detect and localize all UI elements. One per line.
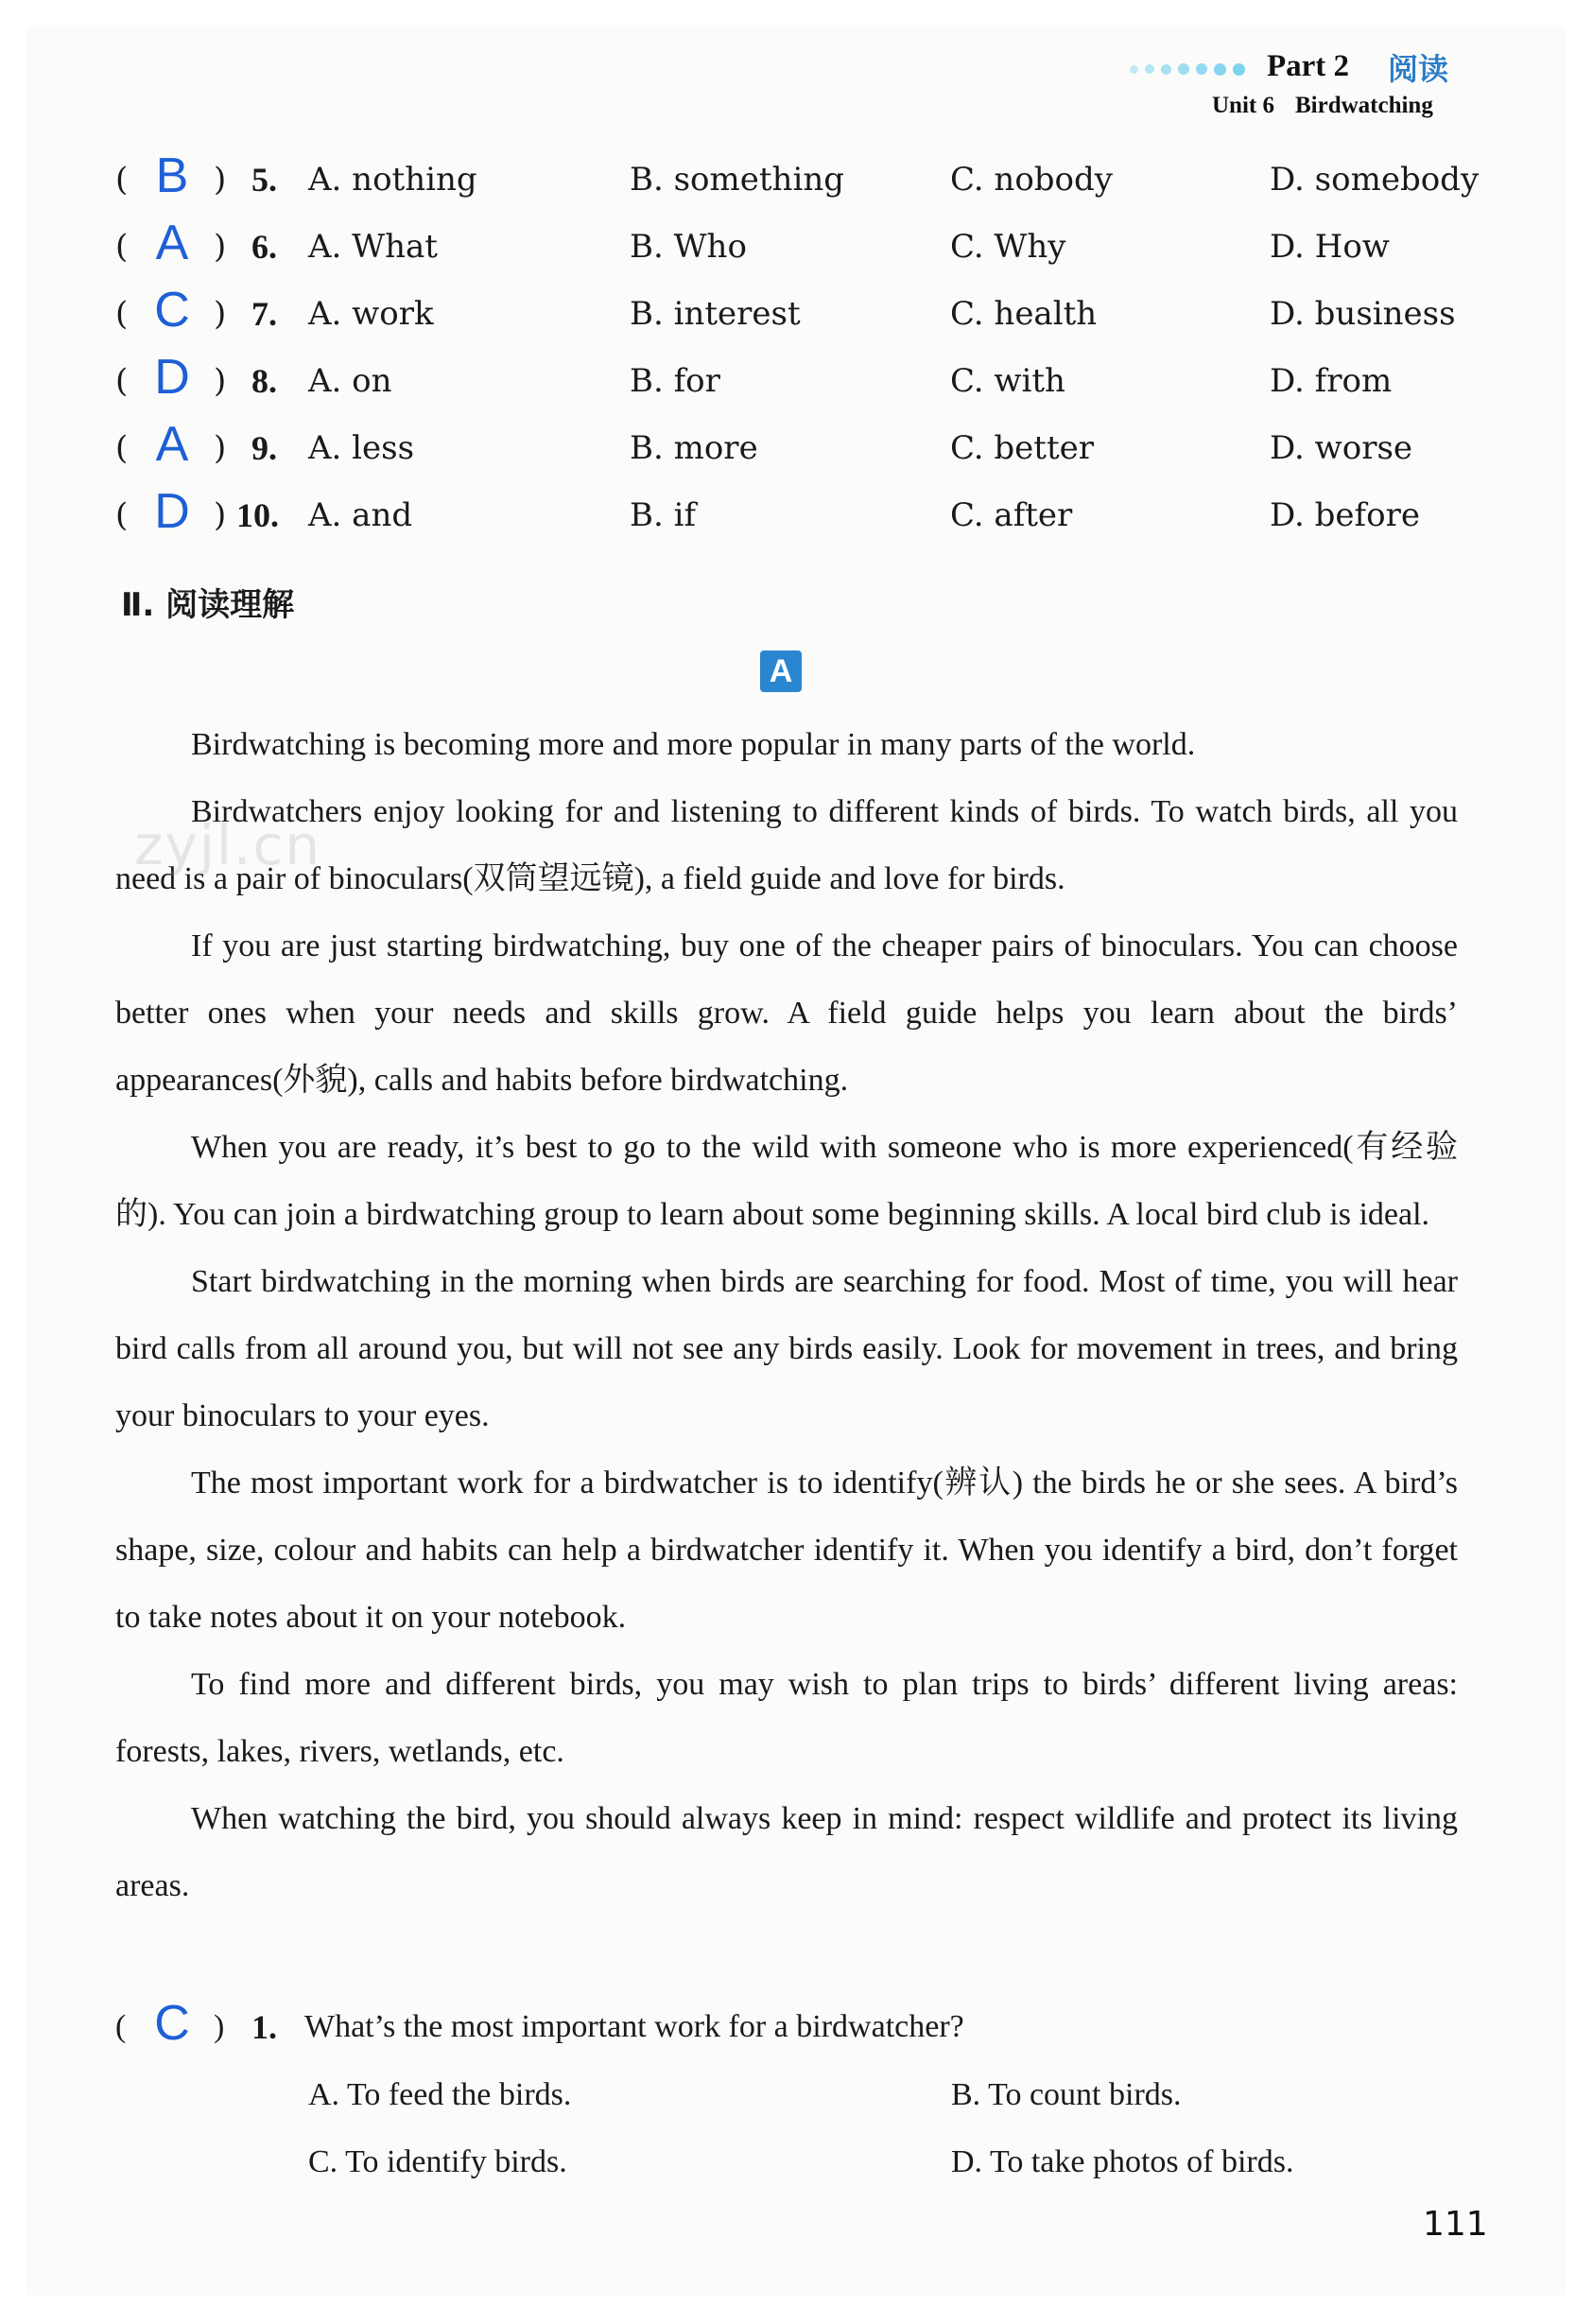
option-b: B. for xyxy=(630,362,720,400)
option-b: B. more xyxy=(630,429,758,467)
passage-paragraph: When you are ready, it’s best to go to the wild with someone who is more experienced(有经验的). You can join a birdwatching group to learn about some beginning skills. A local bird club is ideal. xyxy=(115,1130,1458,1232)
header-dots-icon xyxy=(1130,59,1245,79)
passage-paragraph: Birdwatchers enjoy looking for and listening to different kinds of birds. To watch birds, all you need is a pair of binoculars(双筒望远镜), a field guide and love for birds. xyxy=(115,794,1458,896)
question-number: 5. xyxy=(251,161,277,199)
paren-open: ( xyxy=(115,228,129,266)
choice-c: C. To identify birds. xyxy=(308,2144,567,2179)
option-b: B. interest xyxy=(630,295,801,333)
answer-mark: C xyxy=(154,283,190,338)
paren-open: ( xyxy=(115,362,129,400)
passage-paragraph: The most important work for a birdwatcher is to identify(辨认) the birds he or she sees. A bird’s shape, size, colour and habits can help a birdwatcher identify it. When you identify a bird, don’t forget to take notes about it on your notebook. xyxy=(115,1466,1458,1635)
option-a: A. work xyxy=(308,295,434,333)
choice-d: D. To take photos of birds. xyxy=(951,2144,1294,2179)
option-c: C. Why xyxy=(950,228,1066,266)
answer-mark: D xyxy=(154,484,190,539)
paren-close: ) xyxy=(214,496,227,534)
paren-open: ( xyxy=(115,429,129,467)
paren-close: ) xyxy=(214,295,227,333)
option-a: A. and xyxy=(308,496,413,534)
question-number: 8. xyxy=(251,362,277,400)
header-unit-title: Birdwatching xyxy=(1294,93,1433,118)
option-c: C. nobody xyxy=(950,161,1113,199)
option-a: A. less xyxy=(308,429,415,467)
paren-close: ) xyxy=(214,2009,225,2044)
passage-paragraph: Start birdwatching in the morning when birds are searching for food. Most of time, you will hear bird calls from all around you, but will not see any birds easily. Look for movement in trees, and bring your binoculars to your eyes. xyxy=(115,1264,1458,1433)
paren-close: ) xyxy=(214,228,227,266)
question-row xyxy=(115,1996,1458,2055)
watermark: zyjl.cn xyxy=(134,813,322,877)
paren-close: ) xyxy=(214,429,227,467)
option-d: D. somebody xyxy=(1270,161,1480,199)
option-c: C. after xyxy=(950,496,1073,534)
passage-label-badge: A xyxy=(760,650,802,692)
question-number: 1. xyxy=(251,2008,277,2046)
paren-close: ) xyxy=(214,362,227,400)
passage-paragraph: To find more and different birds, you may wish to plan trips to birds’ different living areas: forests, lakes, rivers, wetlands, etc. xyxy=(115,1667,1458,1769)
option-b: B. Who xyxy=(630,228,747,266)
paren-open: ( xyxy=(115,496,129,534)
option-b: B. if xyxy=(630,496,697,534)
option-b: B. something xyxy=(630,161,844,199)
page-number: 111 xyxy=(1423,2205,1488,2244)
answer-mark: A xyxy=(155,216,189,270)
paren-open: ( xyxy=(115,161,129,199)
option-d: D. business xyxy=(1270,295,1456,333)
header-unit xyxy=(1212,93,1433,119)
answer-mark: C xyxy=(154,1996,190,2051)
passage-paragraph: If you are just starting birdwatching, buy one of the cheaper pairs of binoculars. You can choose better ones when your needs and skills grow. A field guide helps you learn about the birds’ appearances(外貌), calls and habits before birdwatching. xyxy=(115,928,1458,1098)
question-text: What’s the most important work for a birdwatcher? xyxy=(304,2009,964,2044)
question-number: 7. xyxy=(251,295,277,333)
option-a: A. nothing xyxy=(308,161,477,199)
paren-close: ) xyxy=(214,161,227,199)
option-d: D. from xyxy=(1270,362,1393,400)
question-number: 6. xyxy=(251,228,277,266)
answer-mark: D xyxy=(154,350,190,405)
option-a: A. What xyxy=(308,228,438,266)
option-d: D. worse xyxy=(1270,429,1413,467)
header-part: Part 2 xyxy=(1267,49,1350,83)
option-d: D. How xyxy=(1270,228,1390,266)
option-a: A. on xyxy=(308,362,392,400)
header-unit-number: Unit 6 xyxy=(1212,93,1274,118)
reading-passage xyxy=(115,711,1458,1919)
section-title: Ⅱ. 阅读理解 xyxy=(121,586,295,624)
option-c: C. better xyxy=(950,429,1095,467)
passage-paragraph: When watching the bird, you should always keep in mind: respect wildlife and protect its living areas. xyxy=(115,1801,1458,1903)
paren-open: ( xyxy=(115,2009,127,2044)
question-number: 10. xyxy=(236,496,279,534)
answer-mark: B xyxy=(155,148,189,203)
option-c: C. with xyxy=(950,362,1065,400)
choice-a: A. To feed the birds. xyxy=(308,2077,572,2112)
header-section: 阅读 xyxy=(1388,51,1449,87)
answer-mark: A xyxy=(155,417,189,472)
passage-paragraph: Birdwatching is becoming more and more popular in many parts of the world. xyxy=(191,727,1196,762)
paren-open: ( xyxy=(115,295,129,333)
choice-b: B. To count birds. xyxy=(951,2077,1182,2112)
option-d: D. before xyxy=(1270,496,1420,534)
question-number: 9. xyxy=(251,429,277,467)
option-c: C. health xyxy=(950,295,1098,333)
